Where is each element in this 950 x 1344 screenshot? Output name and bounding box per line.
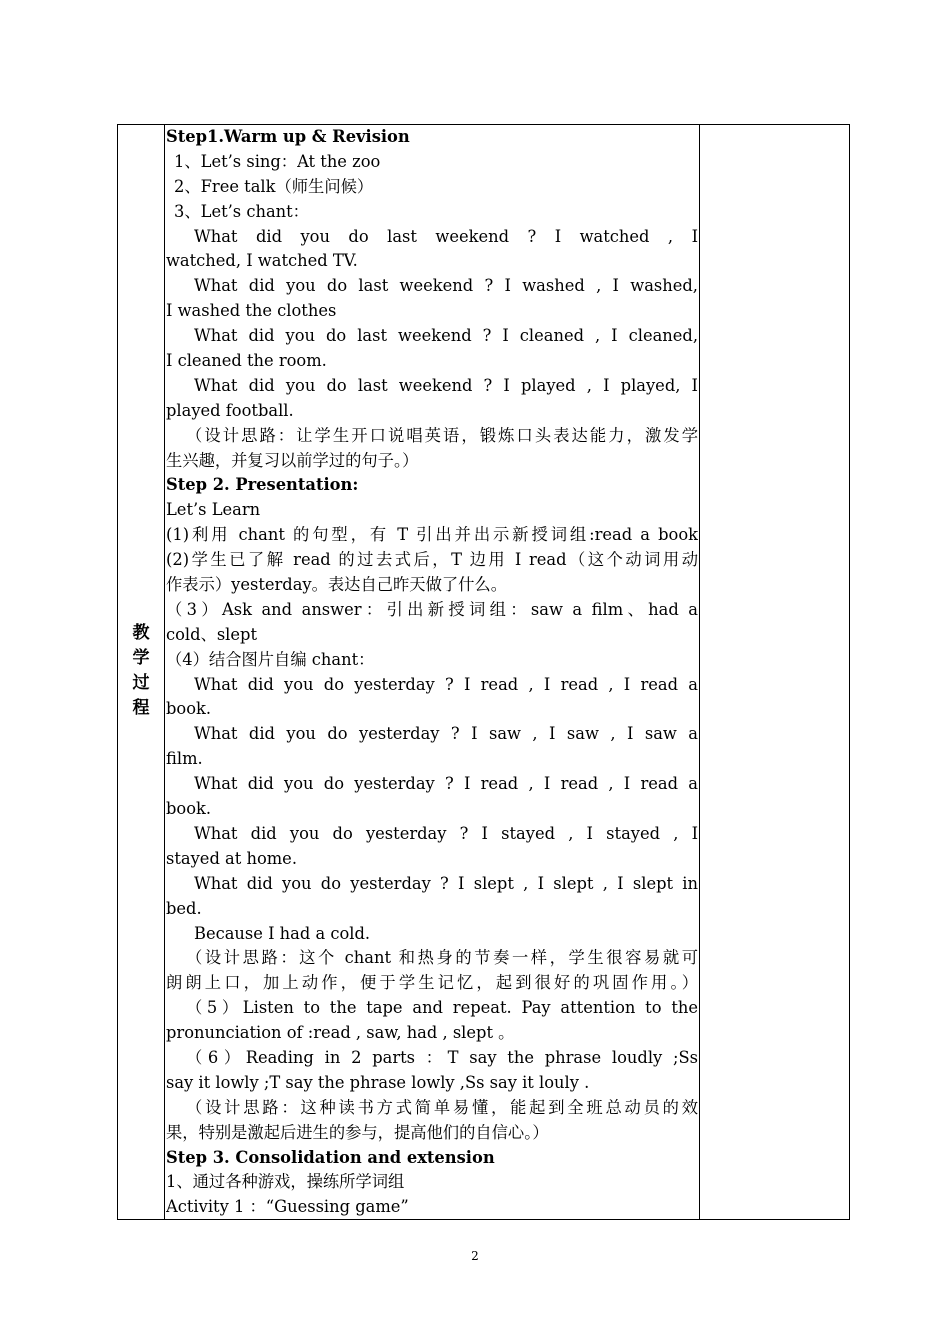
teaching-process-content — [166, 125, 699, 1220]
row-label-char: 程 — [132, 698, 150, 718]
lesson-table — [117, 124, 850, 1220]
row-label-char: 学 — [132, 648, 150, 668]
text-line: 3、Let’s chant： — [174, 201, 309, 221]
text-line: What did you do last weekend ? I cleaned , I cleaned, — [194, 326, 698, 346]
page-number: 2 — [471, 1249, 479, 1263]
text-line: （6）Reading in 2 parts ：T say the phrase loudly ;Ss — [186, 1047, 698, 1067]
text-line: （3）Ask and answer：引出新授词组：saw a film、had a — [166, 599, 698, 619]
text-line: What did you do last weekend ? I played , I played, I — [194, 375, 698, 395]
row-label-char: 过 — [132, 673, 150, 693]
text-line: (1)利用 chant 的句型，有 T 引出并出示新授词组:read a book — [166, 525, 698, 545]
design-note-line: 朗朗上口，加上动作，便于学生记忆，起到很好的巩固作用。） — [166, 973, 698, 993]
text-line: What did you do yesterday ? I slept , I slept , I slept in — [194, 873, 698, 893]
text-line: What did you do yesterday ? I read , I read , I read a — [194, 674, 698, 694]
text-line: 1、Let’s sing：At the zoo — [174, 151, 381, 171]
text-line: I cleaned the room. — [166, 351, 327, 371]
text-line: (2)学生已了解 read 的过去式后，T 边用 I read（这个动词用动 — [166, 550, 698, 570]
text-line: 作表示）yesterday。表达自己昨天做了什么。 — [166, 575, 507, 595]
text-line: 2、Free talk（师生问候） — [174, 176, 374, 196]
text-line: film. — [166, 749, 203, 769]
text-line: played football. — [166, 400, 294, 420]
design-note-line: （设计思路：这种读书方式简单易懂，能起到全班总动员的效 — [186, 1097, 698, 1117]
step3-heading: Step 3. Consolidation and extension — [166, 1147, 495, 1167]
text-line: stayed at home. — [166, 848, 297, 868]
text-line: say it lowly ;T say the phrase lowly ,Ss say it louly . — [166, 1072, 590, 1092]
column-divider-left — [164, 125, 165, 1219]
text-line: What did you do last weekend ? I watched , I — [194, 226, 698, 246]
step2-heading: Step 2. Presentation: — [166, 475, 359, 495]
text-line: （5）Listen to the tape and repeat. Pay attention to the — [186, 998, 698, 1018]
text-line: pronunciation of :read , saw, had , slept 。 — [166, 1023, 515, 1043]
text-line: （4）结合图片自编 chant： — [166, 649, 375, 669]
design-note-line: （设计思路：这个 chant 和热身的节奏一样，学生很容易就可 — [186, 948, 698, 968]
text-line: What did you do last weekend ? I washed , I washed, — [194, 276, 698, 296]
text-line: Because I had a cold. — [194, 923, 371, 943]
text-line: book. — [166, 699, 212, 719]
step1-heading: Step1.Warm up & Revision — [166, 127, 410, 146]
design-note-line: 果，特别是激起后进生的参与，提高他们的自信心。） — [166, 1122, 549, 1142]
text-line: Activity 1 ：“Guessing game” — [166, 1197, 409, 1217]
row-label-teaching-process — [118, 621, 164, 721]
row-label-char: 教 — [132, 623, 150, 643]
text-line: What did you do yesterday ? I read , I read , I read a — [194, 774, 698, 794]
text-line: 1、通过各种游戏，操练所学词组 — [166, 1172, 405, 1192]
text-line: Let’s Learn — [166, 500, 261, 520]
text-line: watched, I watched TV. — [166, 251, 358, 271]
text-line: I washed the clothes — [166, 301, 337, 321]
text-line: cold、slept — [166, 624, 257, 644]
text-line: book. — [166, 799, 212, 819]
text-line: bed. — [166, 898, 202, 918]
text-line: What did you do yesterday ? I stayed , I stayed , I — [194, 823, 698, 843]
design-note-line: （设计思路：让学生开口说唱英语，锻炼口头表达能力，激发学 — [186, 425, 698, 445]
column-divider-right — [699, 125, 700, 1219]
design-note-line: 生兴趣，并复习以前学过的句子。） — [166, 450, 419, 470]
text-line: What did you do yesterday ? I saw , I saw , I saw a — [194, 724, 698, 744]
